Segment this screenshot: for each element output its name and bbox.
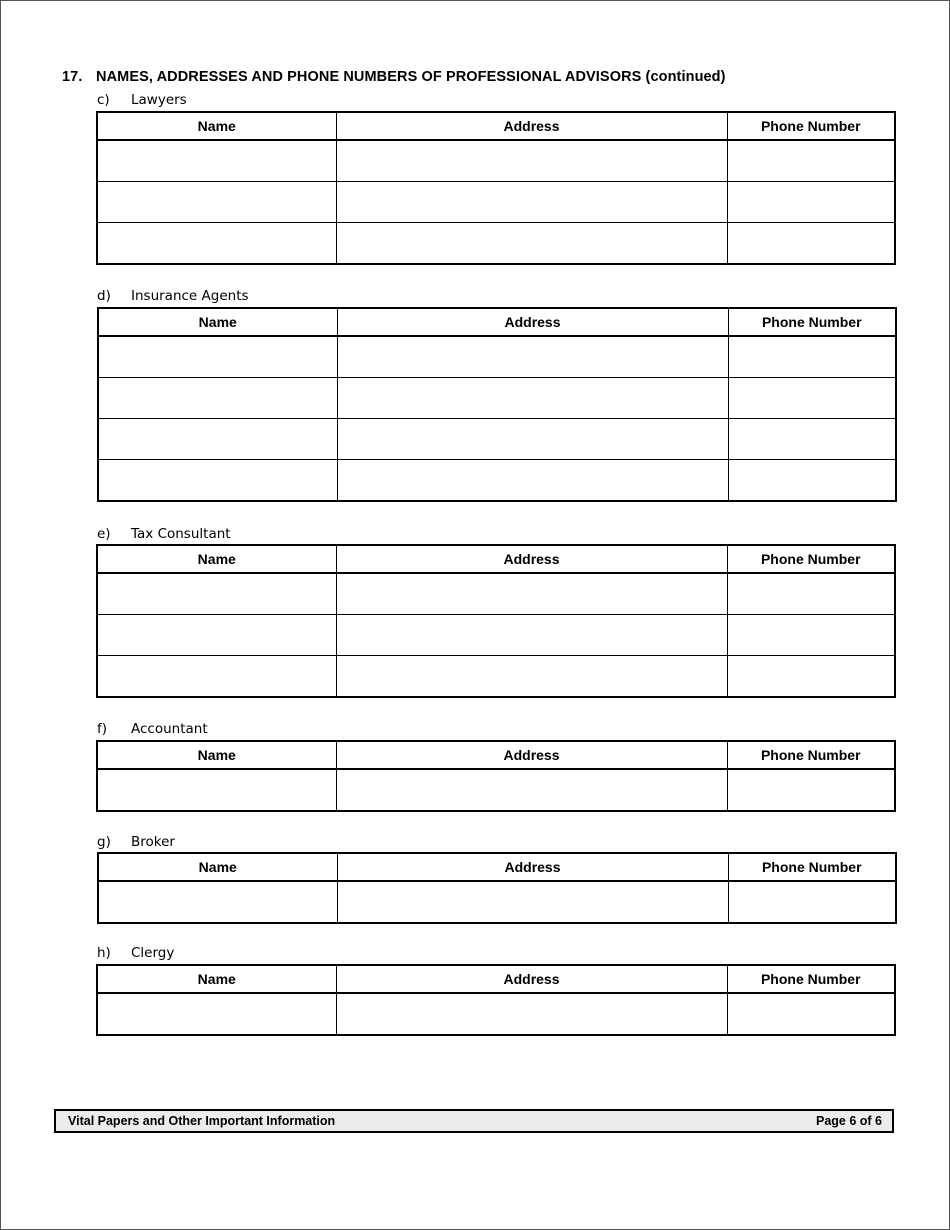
address-cell[interactable]: [336, 656, 727, 698]
address-cell[interactable]: [337, 378, 728, 419]
name-column-header: Name: [97, 965, 336, 993]
phone-column-header: Phone Number: [727, 741, 895, 769]
address-column-header: Address: [337, 853, 728, 881]
name-cell[interactable]: [97, 140, 336, 182]
section-label-insurance-agents: d) Insurance Agents: [97, 288, 249, 304]
address-column-header: Address: [337, 308, 728, 336]
name-cell[interactable]: [97, 182, 336, 223]
table-row: [97, 182, 895, 223]
address-cell[interactable]: [337, 336, 728, 378]
section-number: 17.: [62, 69, 83, 85]
name-cell[interactable]: [97, 573, 336, 615]
address-column-header: Address: [336, 965, 727, 993]
address-cell[interactable]: [337, 419, 728, 460]
insurance-agents-table: [97, 307, 897, 502]
phone-cell[interactable]: [727, 656, 895, 698]
name-cell[interactable]: [97, 656, 336, 698]
table-row: [97, 223, 895, 265]
table-row: [98, 881, 896, 923]
address-cell[interactable]: [337, 881, 728, 923]
lawyers-table: [96, 111, 896, 265]
name-cell[interactable]: [98, 419, 337, 460]
name-column-header: Name: [97, 112, 336, 140]
address-cell[interactable]: [336, 993, 727, 1035]
section-label-clergy: h) Clergy: [97, 945, 175, 961]
address-cell[interactable]: [336, 223, 727, 265]
address-column-header: Address: [336, 112, 727, 140]
table-row: [97, 573, 895, 615]
phone-column-header: Phone Number: [727, 965, 895, 993]
table-row: [97, 615, 895, 656]
phone-column-header: Phone Number: [728, 853, 896, 881]
section-label-accountant: f) Accountant: [97, 721, 208, 737]
address-cell[interactable]: [336, 573, 727, 615]
section-label-lawyers: c) Lawyers: [97, 92, 187, 108]
table-row: [98, 419, 896, 460]
page-footer: [54, 1109, 894, 1133]
section-label-broker: g) Broker: [97, 834, 175, 850]
table-row: [98, 378, 896, 419]
phone-cell[interactable]: [728, 378, 896, 419]
name-cell[interactable]: [97, 223, 336, 265]
address-cell[interactable]: [336, 769, 727, 811]
section-heading: [62, 69, 726, 85]
name-cell[interactable]: [97, 615, 336, 656]
phone-cell[interactable]: [728, 460, 896, 502]
section-title: NAMES, ADDRESSES AND PHONE NUMBERS OF PROFESSIONAL ADVISORS (continued): [96, 69, 726, 85]
table-row: [97, 769, 895, 811]
table-row: [97, 140, 895, 182]
clergy-table: [96, 964, 896, 1036]
phone-cell[interactable]: [727, 993, 895, 1035]
footer-document-title: Vital Papers and Other Important Information: [68, 1114, 336, 1128]
name-column-header: Name: [97, 545, 336, 573]
table-row: [98, 460, 896, 502]
address-cell[interactable]: [336, 615, 727, 656]
address-column-header: Address: [336, 545, 727, 573]
name-column-header: Name: [97, 741, 336, 769]
address-cell[interactable]: [336, 140, 727, 182]
address-cell[interactable]: [337, 460, 728, 502]
name-cell[interactable]: [98, 336, 337, 378]
phone-cell[interactable]: [727, 615, 895, 656]
table-row: [97, 993, 895, 1035]
broker-table: [97, 852, 897, 924]
phone-cell[interactable]: [728, 419, 896, 460]
phone-cell[interactable]: [727, 573, 895, 615]
phone-column-header: Phone Number: [728, 308, 896, 336]
address-cell[interactable]: [336, 182, 727, 223]
phone-cell[interactable]: [727, 140, 895, 182]
name-cell[interactable]: [98, 460, 337, 502]
accountant-table: [96, 740, 896, 812]
phone-cell[interactable]: [728, 336, 896, 378]
name-column-header: Name: [98, 853, 337, 881]
phone-cell[interactable]: [728, 881, 896, 923]
phone-cell[interactable]: [727, 769, 895, 811]
name-cell[interactable]: [98, 378, 337, 419]
footer-page-number: Page 6 of 6: [816, 1114, 882, 1128]
section-label-tax-consultant: e) Tax Consultant: [97, 526, 231, 542]
name-cell[interactable]: [98, 881, 337, 923]
name-cell[interactable]: [97, 993, 336, 1035]
table-row: [98, 336, 896, 378]
tax-consultant-table: [96, 544, 896, 698]
phone-column-header: Phone Number: [727, 545, 895, 573]
phone-cell[interactable]: [727, 223, 895, 265]
phone-cell[interactable]: [727, 182, 895, 223]
table-row: [97, 656, 895, 698]
name-column-header: Name: [98, 308, 337, 336]
phone-column-header: Phone Number: [727, 112, 895, 140]
address-column-header: Address: [336, 741, 727, 769]
name-cell[interactable]: [97, 769, 336, 811]
